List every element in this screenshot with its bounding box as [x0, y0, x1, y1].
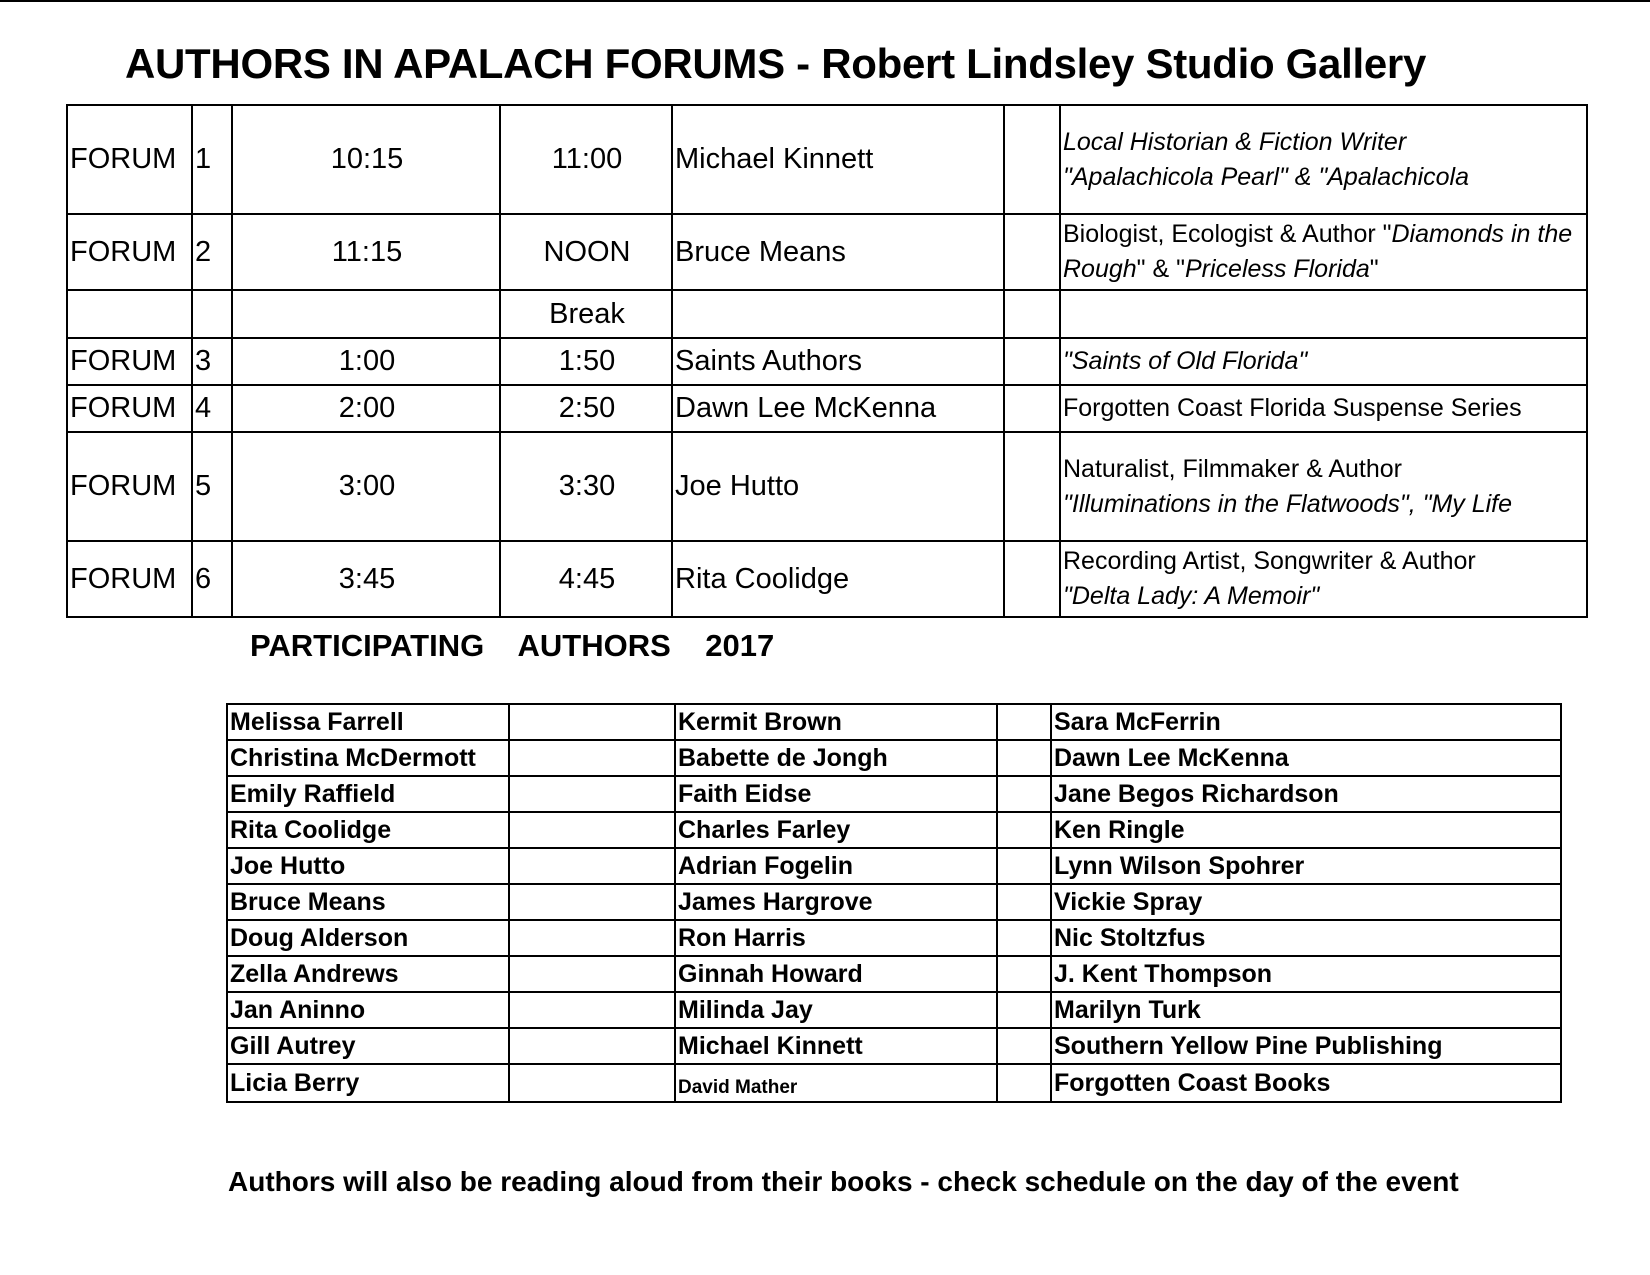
author-name: Ginnah Howard [675, 956, 997, 992]
blank-cell [509, 884, 675, 920]
forum-label: FORUM [67, 432, 192, 541]
blank-cell [509, 848, 675, 884]
forum-number: 3 [192, 338, 232, 385]
forum-label [67, 290, 192, 338]
author-name: Jan Aninno [227, 992, 509, 1028]
book-title: Diamonds in the Rough [1063, 220, 1573, 283]
author-name: Joe Hutto [227, 848, 509, 884]
author-name: Bruce Means [227, 884, 509, 920]
author-row [227, 812, 1561, 848]
author-name: Sara McFerrin [1051, 704, 1561, 740]
blank-cell [997, 1028, 1051, 1064]
author-row [227, 956, 1561, 992]
forum-row [67, 432, 1587, 541]
blank-cell [997, 956, 1051, 992]
description-line: "Illuminations in the Flatwoods", "My Life [1063, 489, 1513, 518]
author-name: Michael Kinnett [675, 1028, 997, 1064]
blank-cell [509, 920, 675, 956]
authors-table [226, 703, 1562, 1103]
author-name: James Hargrove [675, 884, 997, 920]
author-row [227, 884, 1561, 920]
forum-description: "Saints of Old Florida" [1060, 338, 1587, 385]
author-row [227, 848, 1561, 884]
end-time: 3:30 [500, 432, 672, 541]
blank-cell [997, 1064, 1051, 1102]
forum-row [67, 385, 1587, 432]
author-name: Gill Autrey [227, 1028, 509, 1064]
start-time: 3:45 [232, 541, 500, 617]
forum-label: FORUM [67, 385, 192, 432]
blank-cell [509, 1028, 675, 1064]
blank-cell [997, 812, 1051, 848]
end-time: 2:50 [500, 385, 672, 432]
forum-label: FORUM [67, 338, 192, 385]
description-line: Naturalist, Filmmaker & Author [1063, 454, 1402, 483]
author-name: Ron Harris [675, 920, 997, 956]
description-text: " & " [1136, 255, 1185, 283]
author-name: Rita Coolidge [227, 812, 509, 848]
blank-cell [509, 1064, 675, 1102]
author-name: Nic Stoltzfus [1051, 920, 1561, 956]
forum-description [1060, 214, 1587, 290]
start-time: 1:00 [232, 338, 500, 385]
presenter-name [672, 290, 1004, 338]
forum-schedule-table [66, 104, 1588, 618]
forum-row [67, 541, 1587, 617]
blank-cell [1004, 214, 1060, 290]
author-name: Faith Eidse [675, 776, 997, 812]
blank-cell [509, 740, 675, 776]
author-row [227, 776, 1561, 812]
forum-row [67, 338, 1587, 385]
author-name: Lynn Wilson Spohrer [1051, 848, 1561, 884]
presenter-name: Rita Coolidge [672, 541, 1004, 617]
author-name: Marilyn Turk [1051, 992, 1561, 1028]
forum-number [192, 290, 232, 338]
blank-cell [997, 776, 1051, 812]
book-title: Priceless Florida [1185, 255, 1370, 283]
presenter-name: Joe Hutto [672, 432, 1004, 541]
forum-number: 1 [192, 105, 232, 214]
author-row [227, 992, 1561, 1028]
author-name: Southern Yellow Pine Publishing [1051, 1028, 1561, 1064]
author-name: Jane Begos Richardson [1051, 776, 1561, 812]
author-row [227, 920, 1561, 956]
author-row [227, 1028, 1561, 1064]
start-time: 3:00 [232, 432, 500, 541]
description-text: " [1369, 255, 1379, 283]
forum-description [1060, 432, 1587, 541]
blank-cell [509, 776, 675, 812]
forum-number: 2 [192, 214, 232, 290]
blank-cell [1004, 432, 1060, 541]
description-line: Recording Artist, Songwriter & Author [1063, 547, 1476, 575]
top-rule [0, 0, 1650, 2]
presenter-name: Bruce Means [672, 214, 1004, 290]
blank-cell [1004, 290, 1060, 338]
end-time: 1:50 [500, 338, 672, 385]
blank-cell [997, 920, 1051, 956]
blank-cell [1004, 541, 1060, 617]
blank-cell [509, 704, 675, 740]
start-time: 10:15 [232, 105, 500, 214]
author-name: Doug Alderson [227, 920, 509, 956]
author-name: Licia Berry [227, 1064, 509, 1102]
blank-cell [509, 992, 675, 1028]
forum-description [1060, 290, 1587, 338]
author-name: Forgotten Coast Books [1051, 1064, 1561, 1102]
author-name: Adrian Fogelin [675, 848, 997, 884]
description-text: Biologist, Ecologist & Author " [1063, 220, 1392, 248]
forum-row [67, 105, 1587, 214]
forum-row [67, 214, 1587, 290]
blank-cell [997, 992, 1051, 1028]
end-time: 4:45 [500, 541, 672, 617]
page-title: AUTHORS IN APALACH FORUMS - Robert Lindsley Studio Gallery [125, 40, 1427, 87]
forum-number: 6 [192, 541, 232, 617]
author-name: Zella Andrews [227, 956, 509, 992]
end-time: 11:00 [500, 105, 672, 214]
forum-description [1060, 541, 1587, 617]
author-name: Kermit Brown [675, 704, 997, 740]
blank-cell [997, 884, 1051, 920]
description-line: "Apalachicola Pearl" & "Apalachicola [1063, 162, 1470, 191]
start-time: 2:00 [232, 385, 500, 432]
blank-cell [1004, 338, 1060, 385]
author-name: Milinda Jay [675, 992, 997, 1028]
forum-label: FORUM [67, 214, 192, 290]
blank-cell [509, 956, 675, 992]
start-time: 11:15 [232, 214, 500, 290]
presenter-name: Michael Kinnett [672, 105, 1004, 214]
end-time: NOON [500, 214, 672, 290]
author-name: Babette de Jongh [675, 740, 997, 776]
blank-cell [1004, 105, 1060, 214]
presenter-name: Saints Authors [672, 338, 1004, 385]
author-name: Emily Raffield [227, 776, 509, 812]
footer-note: Authors will also be reading aloud from their books - check schedule on the day of the event [228, 1166, 1459, 1197]
author-name: Vickie Spray [1051, 884, 1561, 920]
forum-label: FORUM [67, 541, 192, 617]
start-time [232, 290, 500, 338]
description-line: "Delta Lady: A Memoir" [1063, 582, 1320, 610]
blank-cell [997, 740, 1051, 776]
forum-number: 4 [192, 385, 232, 432]
forum-number: 5 [192, 432, 232, 541]
forum-label: FORUM [67, 105, 192, 214]
author-row [227, 704, 1561, 740]
author-name: J. Kent Thompson [1051, 956, 1561, 992]
author-row [227, 1064, 1561, 1102]
forum-description: Forgotten Coast Florida Suspense Series [1060, 385, 1587, 432]
participating-heading: PARTICIPATING AUTHORS 2017 [250, 628, 775, 663]
author-name: Christina McDermott [227, 740, 509, 776]
blank-cell [1004, 385, 1060, 432]
author-row [227, 740, 1561, 776]
blank-cell [509, 812, 675, 848]
author-name: Dawn Lee McKenna [1051, 740, 1561, 776]
forum-description [1060, 105, 1587, 214]
author-name: Melissa Farrell [227, 704, 509, 740]
author-name: Ken Ringle [1051, 812, 1561, 848]
blank-cell [997, 848, 1051, 884]
blank-cell [997, 704, 1051, 740]
break-row [67, 290, 1587, 338]
presenter-name: Dawn Lee McKenna [672, 385, 1004, 432]
break-label: Break [500, 290, 672, 338]
author-name: Charles Farley [675, 812, 997, 848]
description-line: Local Historian & Fiction Writer [1063, 127, 1407, 156]
author-name: David Mather [675, 1064, 997, 1102]
